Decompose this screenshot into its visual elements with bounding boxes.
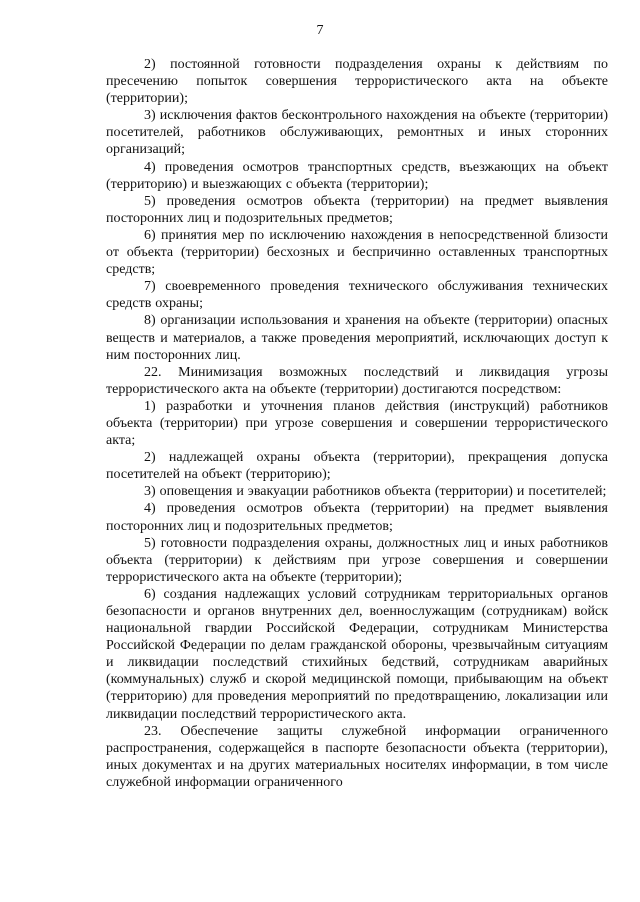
paragraph-item-5-object-inspection: 5) проведения осмотров объекта (территории) на предмет выявления посторонних лиц и подозрительных предметов; — [106, 193, 608, 226]
document-body — [106, 56, 608, 791]
paragraph-item-2-readiness: 2) постоянной готовности подразделения охраны к действиям по пресечению попыток совершения террористического акта на объекте (территории); — [106, 57, 608, 107]
paragraph-item-4-vehicle-inspection: 4) проведения осмотров транспортных средств, въезжающих на объект (территорию) и выезжающих с объекта (территории); — [106, 159, 608, 192]
paragraph-item-6-abandoned-vehicles: 6) принятия мер по исключению нахождения в непосредственной близости от объекта (территории) бесхозных и беспричинно оставленных транспортных средств; — [106, 227, 608, 278]
paragraph-clause-22-item-5: 5) готовности подразделения охраны, должностных лиц и иных работников объекта (территории) к действиям при угрозе совершения и совершении террористического акта на объекте (территории); — [106, 535, 608, 585]
paragraph-clause-22-item-2: 2) надлежащей охраны объекта (территории), прекращения допуска посетителей на объект (территорию); — [106, 450, 608, 483]
paragraph-clause-22: 22. Минимизация возможных последствий и ликвидация угрозы террористического акта на объекте (территории) достигаются посредством: — [106, 364, 608, 397]
paragraph-clause-22-item-3: 3) оповещения и эвакуации работников объекта (территории) и посетителей; — [144, 484, 607, 500]
paragraph-clause-22-item-6: 6) создания надлежащих условий сотрудникам территориальных органов безопасности и органов внутренних дел, военнослужащим (сотрудникам) войск национальной гвардии Российской Федерации, сотрудникам Министерства Российской Федерации по делам гражданской обороны, чрезвычайным ситуациям и ликвидации последствий стихийных бедствий, сотрудникам аварийных (коммунальных) служб и скорой медицинской помощи, прибывающим на объект (территорию) для проведения мероприятий по предотвращению, локализации или ликвидации последствий террористического акта. — [106, 586, 608, 722]
paragraph-clause-22-item-4: 4) проведения осмотров объекта (территории) на предмет выявления посторонних лиц и подозрительных предметов; — [106, 501, 608, 534]
paragraph-item-3-uncontrolled-presence: 3) исключения фактов бесконтрольного нахождения на объекте (территории) посетителей, работников обслуживающих, ремонтных и иных сторонних организаций; — [106, 108, 608, 158]
paragraph-item-8-hazardous-materials: 8) организации использования и хранения на объекте (территории) опасных веществ и материалов, а также проведения мероприятий, исключающих доступ к ним посторонних лиц. — [106, 313, 608, 363]
paragraph-item-7-maintenance: 7) своевременного проведения технического обслуживания технических средств охраны; — [106, 279, 608, 312]
page-number: 7 — [316, 23, 324, 38]
paragraph-clause-23: 23. Обеспечение защиты служебной информации ограниченного распространения, содержащейся в паспорте безопасности объекта (территории), иных документах и на других материальных носителях информации, в том числе служебной информации ограниченного — [106, 723, 608, 790]
paragraph-clause-22-item-1: 1) разработки и уточнения планов действия (инструкций) работников объекта (территории) при угрозе совершения и совершении террористического акта; — [106, 398, 608, 449]
